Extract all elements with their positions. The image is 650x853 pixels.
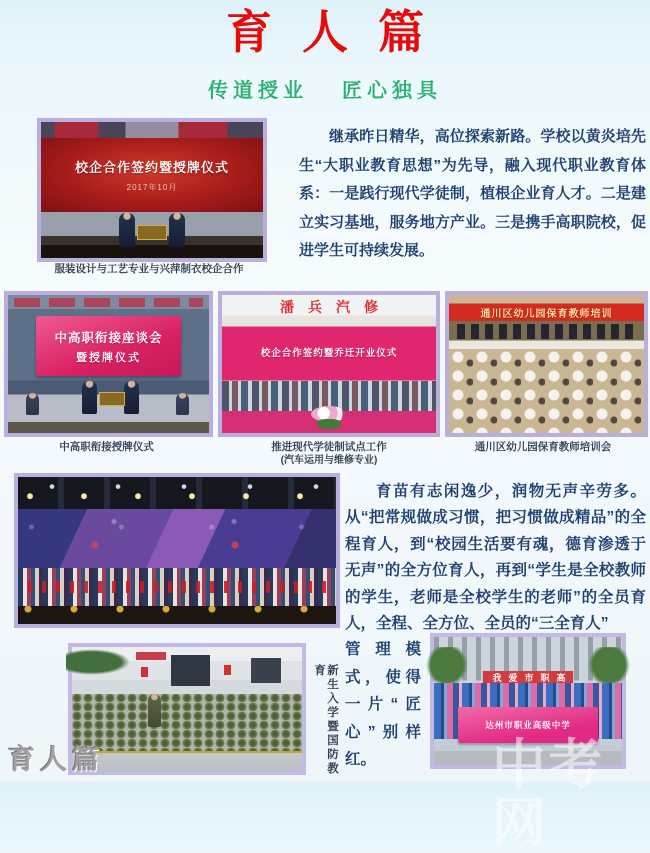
caption-line1: 推进现代学徒制试点工作	[271, 441, 387, 453]
person-silhouette	[176, 393, 189, 415]
formation-crowd	[72, 694, 302, 751]
head-table-silhouettes	[457, 324, 636, 339]
stage-backdrop	[18, 509, 336, 568]
banner-text-line1: 中高职衔接座谈会	[54, 330, 163, 345]
banner-text: 达州市职业高级中学	[458, 707, 597, 743]
photo-childcare-training	[445, 291, 648, 437]
photo-caption: 通川区幼儿园保育教师培训会	[474, 441, 612, 453]
crowd-silhouettes	[18, 568, 336, 606]
stage-ceiling-lights	[18, 477, 336, 509]
screen-banner-text: 校企合作签约暨授牌仪式	[74, 160, 229, 175]
photo-cooperation-signing	[37, 118, 267, 262]
photo-stage-floor	[41, 212, 263, 258]
ground	[72, 751, 302, 771]
caption-line2: (汽车运用与维修专业)	[280, 455, 378, 466]
person-silhouette	[26, 393, 39, 415]
ground	[434, 751, 622, 765]
page-title: 育人篇	[226, 6, 454, 58]
award-plaque	[99, 392, 125, 406]
footer-section-label: 育人篇	[8, 745, 104, 775]
photo-banner	[36, 316, 181, 377]
photo-caption-vertical: 新生入学暨国防教育	[313, 664, 338, 776]
intro-paragraph: 继承昨日精华，高位探索新路。学校以黄炎培先生“大职业教育思想”为先导，融入现代职业教育体系：一是践行现代学徒制，植根企业育人才。二是建立实习基地，服务地方产业。三是携手高职院校，促进学生可持续发展。	[299, 128, 646, 259]
held-signs-text: 我爱市职高	[483, 671, 572, 685]
person-silhouette	[82, 381, 97, 414]
red-flag	[224, 665, 231, 675]
award-plaque	[137, 225, 167, 240]
stage-floor	[18, 606, 336, 624]
photo-mid-high-link	[4, 291, 213, 437]
flower-basket	[311, 406, 347, 422]
photo-wall-decoration	[14, 298, 203, 307]
trees	[66, 649, 130, 675]
site-watermark: 中考网	[492, 735, 604, 853]
nurture-paragraph: 育苗有志闲逸少，润物无声辛劳多。从“把常规做成习惯，把习惯做成精品”的全程育人，到“校园生活要有魂，德育渗透于无声”的全方位育人，再到“学生是全校教师的学生，老师是全校学生的老师”的全员育人，全程、全方位、全员的“三全育人”	[345, 483, 646, 633]
shop-sign-text: 潘兵汽修	[280, 299, 392, 315]
screen-date-text: 2017年10月	[126, 183, 178, 192]
instructor-silhouette	[148, 694, 161, 727]
person-silhouette	[169, 213, 185, 247]
banner-text-line2: 暨授牌仪式	[75, 351, 141, 364]
photo-stage-screen	[41, 138, 263, 212]
photo-wall-decoration	[41, 122, 263, 138]
photo-apprenticeship-opening	[218, 291, 440, 437]
subtitle-left: 传道授业	[208, 80, 308, 102]
subtitle-right: 匠心独具	[342, 80, 442, 102]
photo-school-group	[430, 633, 626, 769]
person-silhouette	[119, 213, 135, 247]
audience-chairs	[449, 350, 644, 433]
building-door	[251, 658, 281, 682]
person-silhouette	[124, 381, 139, 414]
photo-background	[72, 647, 302, 694]
red-flag	[141, 667, 148, 677]
banner-text: 校企合作签约暨乔迁开业仪式	[260, 347, 398, 359]
photo-caption: 中高职衔接授牌仪式	[59, 441, 154, 453]
photo-award-ceremony	[14, 473, 340, 628]
page-subtitle	[0, 74, 650, 103]
building-sign	[136, 652, 166, 660]
photo-caption	[218, 441, 440, 467]
building-door	[171, 655, 210, 685]
banner-text: 通川区幼儿园保育教师培训	[480, 308, 613, 320]
nurture-paragraph-wrap: 管理模式，使得一片“匠心”别样红。	[345, 641, 421, 768]
photo-caption: 服装设计与工艺专业与兴萍制衣校企合作	[54, 263, 244, 275]
